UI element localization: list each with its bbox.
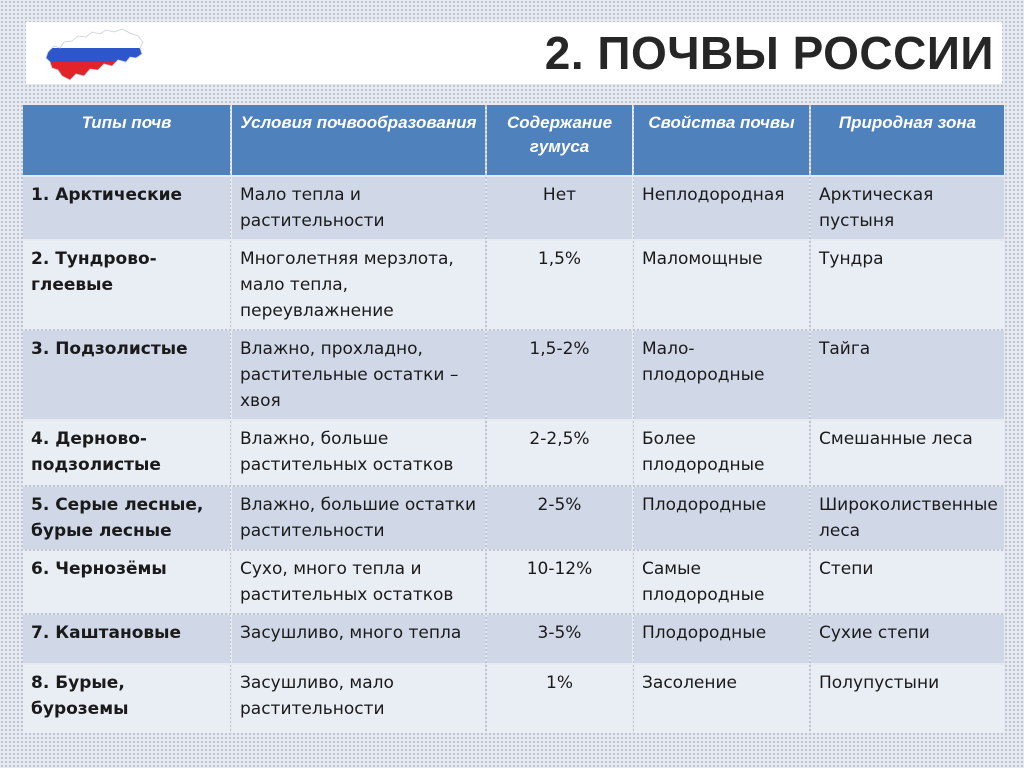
cell-soil-type: 7. Каштановые: [23, 615, 230, 663]
cell-humus: 1%: [487, 665, 632, 733]
cell-conditions: Мало тепла и растительности: [232, 177, 485, 239]
cell-soil-type: 3. Подзолистые: [23, 331, 230, 419]
cell-properties: Неплодородная: [634, 177, 809, 239]
cell-humus: 2-2,5%: [487, 421, 632, 485]
table-header-row: [23, 105, 1004, 175]
cell-conditions: Многолетняя мерзлота, мало тепла, переувлажнение: [232, 241, 485, 329]
cell-soil-type: 8. Бурые, буроземы: [23, 665, 230, 733]
cell-properties: Плодородные: [634, 615, 809, 663]
soil-table: [21, 103, 1006, 735]
header-soil-type: Типы почв: [23, 105, 230, 175]
cell-humus: Нет: [487, 177, 632, 239]
cell-natural-zone: Тайга: [811, 331, 1004, 419]
cell-conditions: Влажно, прохладно, растительные остатки – хвоя: [232, 331, 485, 419]
cell-humus: 1,5-2%: [487, 331, 632, 419]
soil-table-container: [21, 103, 1004, 768]
table-row: [23, 177, 1004, 239]
cell-conditions: Сухо, много тепла и растительных остатков: [232, 551, 485, 613]
cell-properties: Более плодородные: [634, 421, 809, 485]
flag-red-stripe: [44, 62, 146, 84]
header-conditions: Условия почвообразования: [232, 105, 485, 175]
cell-conditions: Влажно, больше растительных остатков: [232, 421, 485, 485]
cell-natural-zone: Сухие степи: [811, 615, 1004, 663]
cell-properties: Маломощные: [634, 241, 809, 329]
cell-natural-zone: Смешанные леса: [811, 421, 1004, 485]
cell-natural-zone: Полупустыни: [811, 665, 1004, 733]
table-row: [23, 487, 1004, 549]
cell-properties: Плодородные: [634, 487, 809, 549]
table-row: [23, 551, 1004, 613]
cell-soil-type: 5. Серые лесные, бурые лесные: [23, 487, 230, 549]
flag-white-stripe: [44, 24, 146, 48]
header-natural-zone: Природная зона: [811, 105, 1004, 175]
cell-properties: Засоление: [634, 665, 809, 733]
page-title: 2. ПОЧВЫ РОССИИ: [544, 27, 994, 79]
cell-properties: Мало-плодородные: [634, 331, 809, 419]
cell-soil-type: 6. Чернозёмы: [23, 551, 230, 613]
cell-natural-zone: Арктическая пустыня: [811, 177, 1004, 239]
header-humus: Содержание гумуса: [487, 105, 632, 175]
cell-conditions: Засушливо, много тепла: [232, 615, 485, 663]
cell-humus: 1,5%: [487, 241, 632, 329]
cell-humus: 3-5%: [487, 615, 632, 663]
cell-humus: 2-5%: [487, 487, 632, 549]
table-row: [23, 241, 1004, 329]
cell-soil-type: 1. Арктические: [23, 177, 230, 239]
header-properties: Свойства почвы: [634, 105, 809, 175]
cell-soil-type: 2. Тундрово-глеевые: [23, 241, 230, 329]
russia-map-flag-icon: [44, 24, 146, 84]
cell-conditions: Засушливо, мало растительности: [232, 665, 485, 733]
table-row: [23, 331, 1004, 419]
cell-natural-zone: Степи: [811, 551, 1004, 613]
cell-humus: 10-12%: [487, 551, 632, 613]
cell-conditions: Влажно, большие остатки растительности: [232, 487, 485, 549]
cell-natural-zone: Тундра: [811, 241, 1004, 329]
table-row: [23, 421, 1004, 485]
cell-properties: Самые плодородные: [634, 551, 809, 613]
table-row: [23, 615, 1004, 663]
cell-soil-type: 4. Дерново-подзолистые: [23, 421, 230, 485]
table-row: [23, 665, 1004, 733]
flag-blue-stripe: [44, 48, 146, 62]
cell-natural-zone: Широколиственные леса: [811, 487, 1004, 549]
